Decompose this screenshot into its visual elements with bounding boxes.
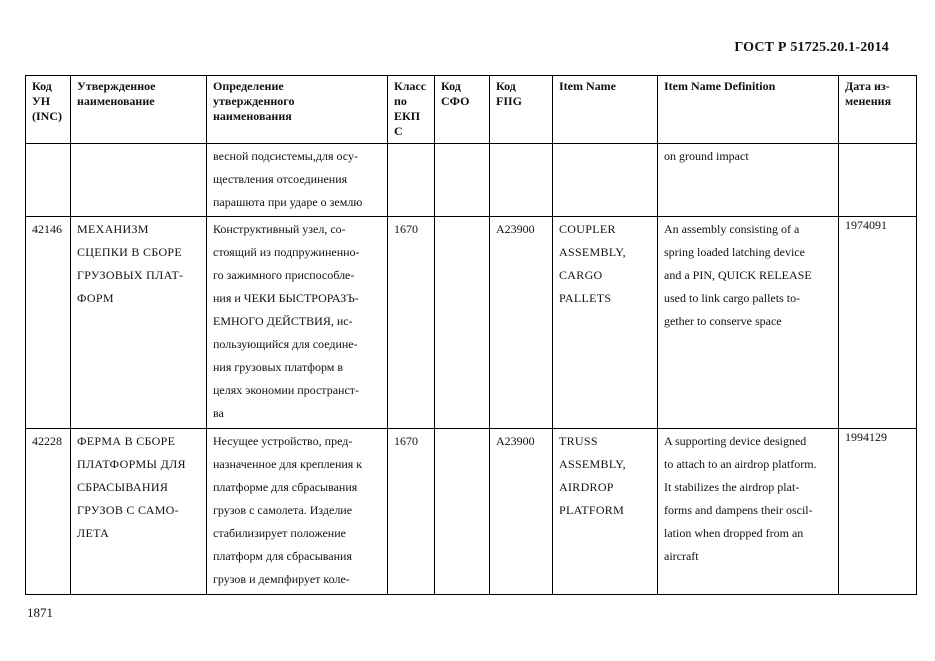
- cell-inc: [26, 144, 71, 217]
- cell-sfo: [435, 429, 490, 595]
- column-header-approved-name: Утвержденное наименование: [71, 76, 207, 144]
- cell-item-name: COUPLER ASSEMBLY, CARGO PALLETS: [553, 217, 658, 429]
- table-header-row: [26, 76, 917, 144]
- column-header-definition: Определение утвержденного наименования: [207, 76, 388, 144]
- column-header-item-definition: Item Name Definition: [658, 76, 839, 144]
- cell-date: [839, 144, 917, 217]
- cell-sfo: [435, 144, 490, 217]
- column-header-fiig: Код FIIG: [490, 76, 553, 144]
- cell-inc: 42146: [26, 217, 71, 429]
- cell-class: 1670: [388, 217, 435, 429]
- column-header-class: Класс по ЕКП С: [388, 76, 435, 144]
- column-header-sfo: Код СФО: [435, 76, 490, 144]
- cell-item-definition: An assembly consisting of a spring loaded latching device and a PIN, QUICK RELEASE used to link cargo pallets to- gether to conserve space: [658, 217, 839, 429]
- cell-definition: Несущее устройство, пред- назначенное для крепления к платформе для сбрасывания грузов с самолета. Изделие стабилизирует положение платформ для сбрасывания грузов и демпфирует коле-: [207, 429, 388, 595]
- cell-item-definition: A supporting device designed to attach to an airdrop platform. It stabilizes the airdrop plat- forms and dampens their oscil- lation when dropped from an aircraft: [658, 429, 839, 595]
- table-row: [26, 429, 917, 595]
- cell-approved-name: МЕХАНИЗМ СЦЕПКИ В СБОРЕ ГРУЗОВЫХ ПЛАТ- ФОРМ: [71, 217, 207, 429]
- cell-approved-name: [71, 144, 207, 217]
- table-row: [26, 217, 917, 429]
- cell-sfo: [435, 217, 490, 429]
- column-header-inc: Код УН (INC): [26, 76, 71, 144]
- column-header-item-name: Item Name: [553, 76, 658, 144]
- catalog-table: [25, 75, 917, 595]
- cell-fiig: [490, 144, 553, 217]
- cell-item-name: [553, 144, 658, 217]
- table-row: [26, 144, 917, 217]
- cell-fiig: A23900: [490, 217, 553, 429]
- cell-item-name: TRUSS ASSEMBLY, AIRDROP PLATFORM: [553, 429, 658, 595]
- cell-inc: 42228: [26, 429, 71, 595]
- cell-date: 1994129: [839, 429, 917, 595]
- cell-item-definition: on ground impact: [658, 144, 839, 217]
- cell-class: 1670: [388, 429, 435, 595]
- cell-fiig: A23900: [490, 429, 553, 595]
- cell-approved-name: ФЕРМА В СБОРЕ ПЛАТФОРМЫ ДЛЯ СБРАСЫВАНИЯ ГРУЗОВ С САМО- ЛЕТА: [71, 429, 207, 595]
- document-code: ГОСТ Р 51725.20.1-2014: [734, 40, 889, 55]
- column-header-date: Дата из- менения: [839, 76, 917, 144]
- cell-date: 1974091: [839, 217, 917, 429]
- cell-definition: Конструктивный узел, со- стоящий из подпружиненно- го зажимного приспособле- ния и ЧЕКИ БЫСТРОРАЗЪ- ЕМНОГО ДЕЙСТВИЯ, ис- пользующийся для соедине- ния грузовых платформ в целях экономии пространст- ва: [207, 217, 388, 429]
- page-number: 1871: [27, 605, 53, 620]
- cell-class: [388, 144, 435, 217]
- cell-definition: весной подсистемы,для осу- ществления отсоединения парашюта при ударе о землю: [207, 144, 388, 217]
